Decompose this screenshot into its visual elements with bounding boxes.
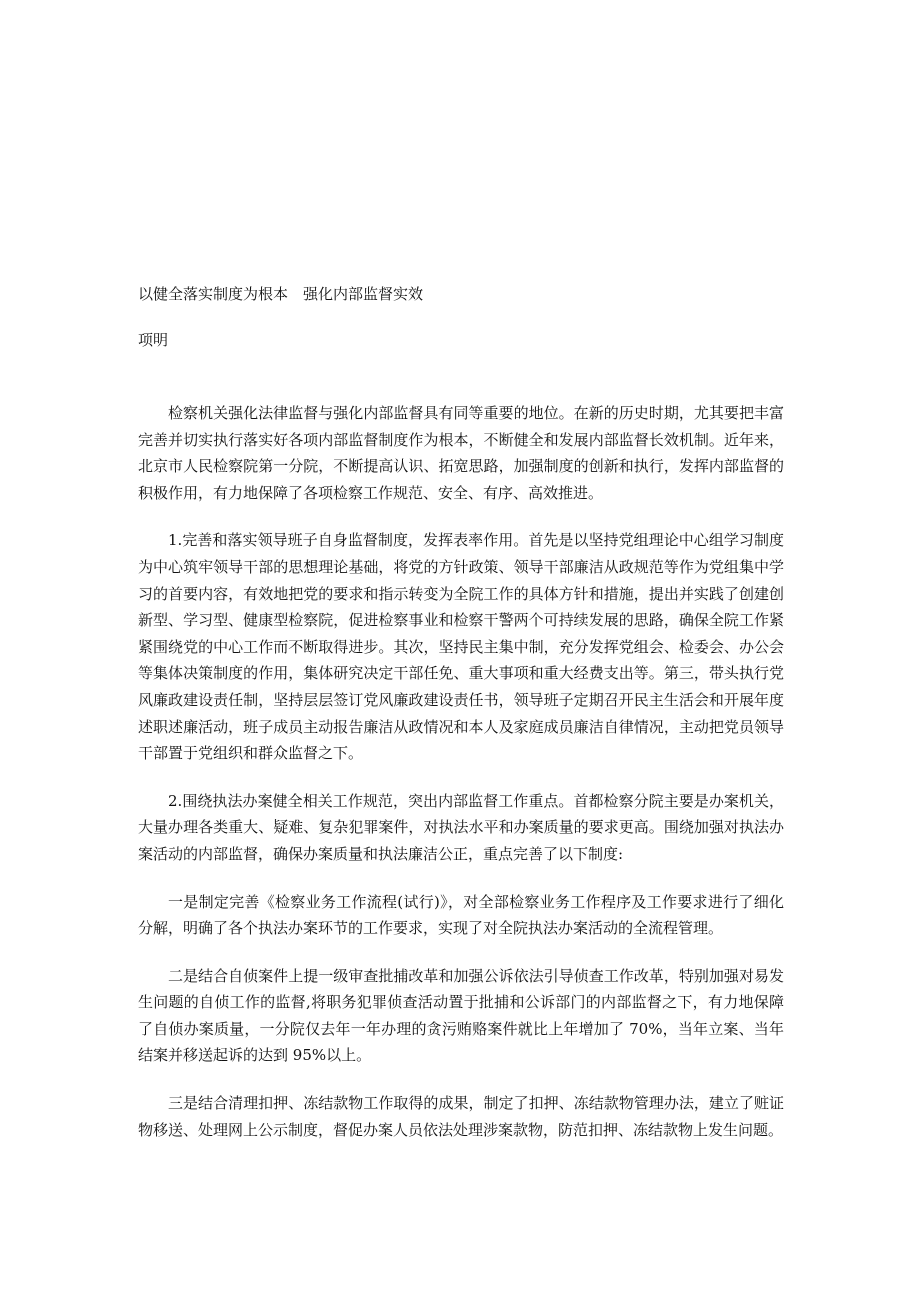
paragraph-item-3: 三是结合清理扣押、冻结款物工作取得的成果，制定了扣押、冻结款物管理办法，建立了赃证物移送、处理网上公示制度，督促办案人员依法处理涉案款物，防范扣押、冻结款物上发生问题。 bbox=[138, 1094, 784, 1139]
document-title: 以健全落实制度为根本 强化内部监督实效 bbox=[138, 285, 424, 303]
document-page bbox=[138, 0, 784, 1302]
document-author: 项明 bbox=[138, 331, 169, 349]
paragraph-intro: 检察机关强化法律监督与强化内部监督具有同等重要的地位。在新的历史时期，尤其要把丰富完善并切实执行落实好各项内部监督制度作为根本，不断健全和发展内部监督长效机制。近年来，北京市人民检察院第一分院，不断提高认识、拓宽思路，加强制度的创新和执行，发挥内部监督的积极作用，有力地保障了各项检察工作规范、安全、有序、高效推进。 bbox=[138, 404, 784, 502]
document-body bbox=[138, 400, 784, 1164]
paragraph-item-2: 二是结合自侦案件上提一级审查批捕改革和加强公诉依法引导侦查工作改革，特别加强对易发生问题的自侦工作的监督,将职务犯罪侦查活动置于批捕和公诉部门的内部监督之下，有力地保障了自侦办案质量，一分院仅去年一年办理的贪污贿赂案件就比上年增加了 70%，当年立案、当年结案并移送起诉的达到 95%以上。 bbox=[138, 966, 784, 1065]
paragraph-section-2: 2.围绕执法办案健全相关工作规范，突出内部监督工作重点。首都检察分院主要是办案机关，大量办理各类重大、疑难、复杂犯罪案件，对执法水平和办案质量的要求更高。围绕加强对执法办案活动的内部监督，确保办案质量和执法廉洁公正，重点完善了以下制度: bbox=[138, 791, 784, 863]
paragraph-section-1: 1.完善和落实领导班子自身监督制度，发挥表率作用。首先是以坚持党组理论中心组学习制度为中心筑牢领导干部的思想理论基础，将党的方针政策、领导干部廉洁从政规范等作为党组集中学习的首要内容，有效地把党的要求和指示转变为全院工作的具体方针和措施，提出并实践了创建创新型、学习型、健康型检察院，促进检察事业和检察干警两个可持续发展的思路，确保全院工作紧紧围绕党的中心工作而不断取得进步。其次，坚持民主集中制，充分发挥党组会、检委会、办公会等集体决策制度的作用，集体研究决定干部任免、重大事项和重大经费支出等。第三，带头执行党风廉政建设责任制，坚持层层签订党风廉政建设责任书，领导班子定期召开民主生活会和开展年度述职述廉活动，班子成员主动报告廉洁从政情况和本人及家庭成员廉洁自律情况，主动把党员领导干部置于党组织和群众监督之下。 bbox=[138, 531, 784, 763]
paragraph-item-1: 一是制定完善《检察业务工作流程(试行)》，对全部检察业务工作程序及工作要求进行了细化分解，明确了各个执法办案环节的工作要求，实现了对全院执法办案活动的全流程管理。 bbox=[138, 892, 784, 938]
